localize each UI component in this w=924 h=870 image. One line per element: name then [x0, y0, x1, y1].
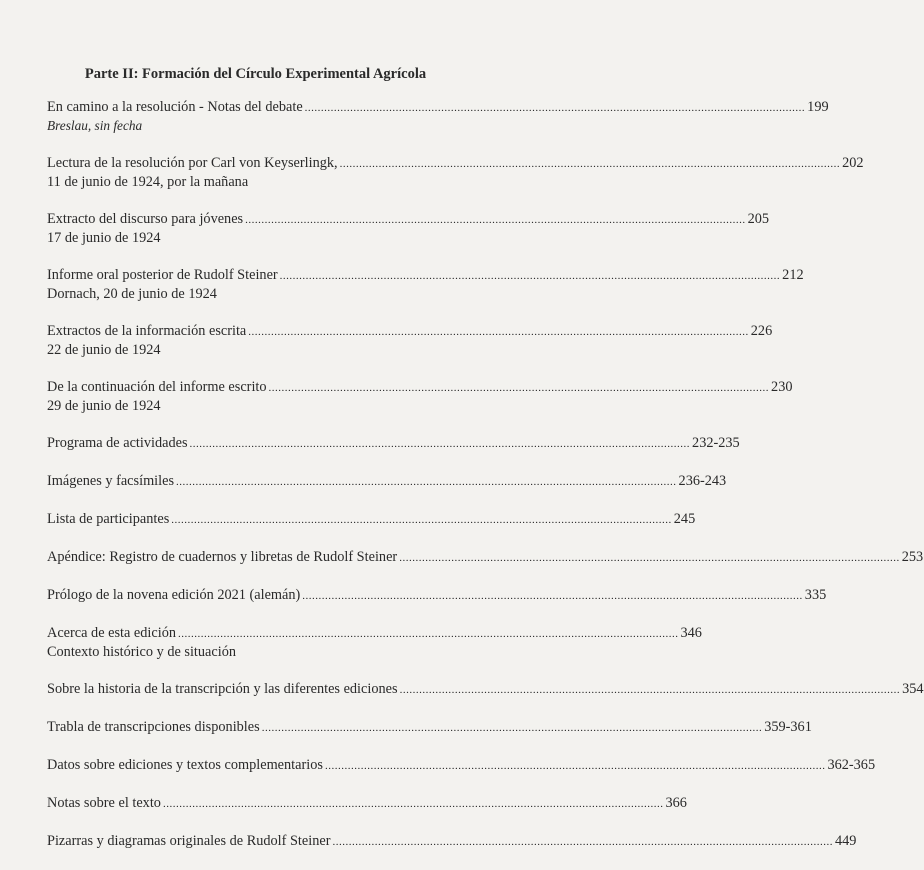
- dot-leader: ..........................................................................................................................................................: [189, 438, 691, 450]
- toc-entry: [47, 266, 804, 303]
- toc-entry-title: Trabla de transcripciones disponibles: [47, 719, 260, 735]
- toc-entry-title: Programa de actividades: [47, 435, 188, 451]
- toc-entry: [47, 434, 740, 453]
- toc-entry-title: Lectura de la resolución por Carl von Keyserlingk,: [47, 155, 338, 171]
- toc-entry: [47, 378, 793, 415]
- toc-entry-subtitle: 22 de junio de 1924: [47, 342, 161, 358]
- toc-entry-page-number: 226: [750, 323, 773, 339]
- toc-entry-page-number: 230: [771, 379, 793, 395]
- toc-entry-line: [47, 434, 740, 453]
- toc-entry-line: [47, 832, 857, 851]
- dot-leader: ..........................................................................................................................................................: [302, 590, 803, 602]
- toc-entry: [47, 98, 829, 135]
- toc-entry-title: Sobre la historia de la transcripción y las diferentes ediciones: [47, 681, 398, 697]
- toc-entry-subtitle: Contexto histórico y de situación: [47, 644, 237, 660]
- toc-entry-line: [47, 154, 864, 173]
- dot-leader: ..........................................................................................................................................................: [176, 476, 677, 488]
- toc-entry-line: [47, 210, 770, 229]
- toc-entry-title: Pizarras y diagramas originales de Rudolf Steiner: [47, 833, 331, 849]
- dot-leader: ..........................................................................................................................................................: [332, 836, 833, 848]
- toc-entry: [47, 832, 857, 851]
- dot-leader: ..........................................................................................................................................................: [399, 684, 901, 696]
- dot-leader: ..........................................................................................................................................................: [268, 382, 770, 394]
- dot-leader: ..........................................................................................................................................................: [279, 270, 781, 282]
- dot-leader: ..........................................................................................................................................................: [245, 214, 746, 226]
- toc-entry-page-number: 232-235: [692, 435, 740, 451]
- toc-entry-page-number: 359-361: [764, 719, 812, 735]
- toc-entry-page-number: 449: [834, 833, 857, 849]
- dot-leader: ..........................................................................................................................................................: [178, 628, 679, 640]
- table-of-contents: [47, 98, 924, 870]
- toc-entry-line: [47, 378, 793, 397]
- toc-entry-title: Prólogo de la novena edición 2021 (alemán): [47, 587, 301, 603]
- toc-entry-title: Imágenes y facsímiles: [47, 473, 175, 489]
- toc-entry-line: [47, 794, 687, 813]
- dot-leader: ..........................................................................................................................................................: [171, 514, 672, 526]
- toc-entry-page-number: 245: [673, 511, 696, 527]
- toc-entry-page-number: 205: [747, 211, 770, 227]
- toc-entry: [47, 718, 812, 737]
- toc-entry: [47, 210, 770, 247]
- toc-entry: [47, 510, 696, 529]
- toc-entry-title: Lista de participantes: [47, 511, 170, 527]
- toc-entry-subtitle: Breslau, sin fecha: [47, 118, 143, 133]
- dot-leader: ..........................................................................................................................................................: [261, 722, 763, 734]
- toc-entry-line: [47, 510, 696, 529]
- toc-entry: [47, 680, 924, 699]
- toc-entry-title: Datos sobre ediciones y textos complementarios: [47, 757, 323, 773]
- toc-entry: [47, 624, 702, 661]
- toc-entry-line: [47, 322, 773, 341]
- toc-entry: [47, 756, 876, 775]
- toc-entry-title: Extractos de la información escrita: [47, 323, 247, 339]
- toc-entry-line: [47, 680, 924, 699]
- toc-entry-line: [47, 586, 827, 605]
- toc-entry-page-number: 354: [902, 681, 924, 697]
- toc-entry-page-number: 346: [680, 625, 702, 641]
- toc-entry-line: [47, 624, 702, 643]
- toc-entry-page-number: 362-365: [827, 757, 876, 773]
- toc-entry-page-number: 202: [842, 155, 864, 171]
- section-heading: Parte II: Formación del Círculo Experimental Agrícola: [84, 66, 427, 82]
- toc-entry-page-number: 212: [782, 267, 804, 283]
- toc-entry-subtitle: 11 de junio de 1924, por la mañana: [47, 174, 249, 190]
- toc-entry-subtitle: 17 de junio de 1924: [47, 230, 161, 246]
- dot-leader: ..........................................................................................................................................................: [339, 158, 841, 170]
- dot-leader: ..........................................................................................................................................................: [324, 760, 826, 772]
- toc-entry-title: Acerca de esta edición: [47, 625, 176, 641]
- toc-entry-subtitle: Dornach, 20 de junio de 1924: [47, 286, 217, 302]
- toc-entry-title: Notas sobre el texto: [47, 795, 161, 811]
- toc-entry-title: Apéndice: Registro de cuadernos y libretas de Rudolf Steiner: [47, 549, 398, 565]
- toc-entry-subtitle: 29 de junio de 1924: [47, 398, 161, 414]
- toc-entry: [47, 472, 727, 491]
- toc-entry-line: [47, 548, 924, 567]
- dot-leader: ..........................................................................................................................................................: [304, 102, 806, 114]
- toc-entry-line: [47, 756, 876, 775]
- toc-entry-line: [47, 472, 727, 491]
- dot-leader: ..........................................................................................................................................................: [399, 552, 900, 564]
- toc-entry-line: [47, 266, 804, 285]
- dot-leader: ..........................................................................................................................................................: [162, 798, 664, 810]
- toc-entry-line: [47, 98, 829, 117]
- toc-entry-page-number: 253: [901, 549, 924, 565]
- toc-entry-page-number: 236-243: [678, 473, 727, 489]
- toc-entry-title: Informe oral posterior de Rudolf Steiner: [47, 267, 278, 283]
- toc-entry-line: [47, 718, 812, 737]
- toc-entry-page-number: 335: [804, 587, 827, 603]
- toc-entry-page-number: 366: [665, 795, 687, 811]
- toc-entry-title: De la continuación del informe escrito: [47, 379, 267, 395]
- dot-leader: ..........................................................................................................................................................: [248, 326, 749, 338]
- toc-entry-title: Extracto del discurso para jóvenes: [47, 211, 244, 227]
- toc-entry: [47, 794, 687, 813]
- toc-entry: [47, 548, 924, 567]
- toc-entry-page-number: 199: [807, 99, 829, 115]
- toc-entry: [47, 586, 827, 605]
- toc-entry: [47, 154, 864, 191]
- toc-entry-title: En camino a la resolución - Notas del debate: [47, 99, 303, 115]
- toc-entry: [47, 322, 773, 359]
